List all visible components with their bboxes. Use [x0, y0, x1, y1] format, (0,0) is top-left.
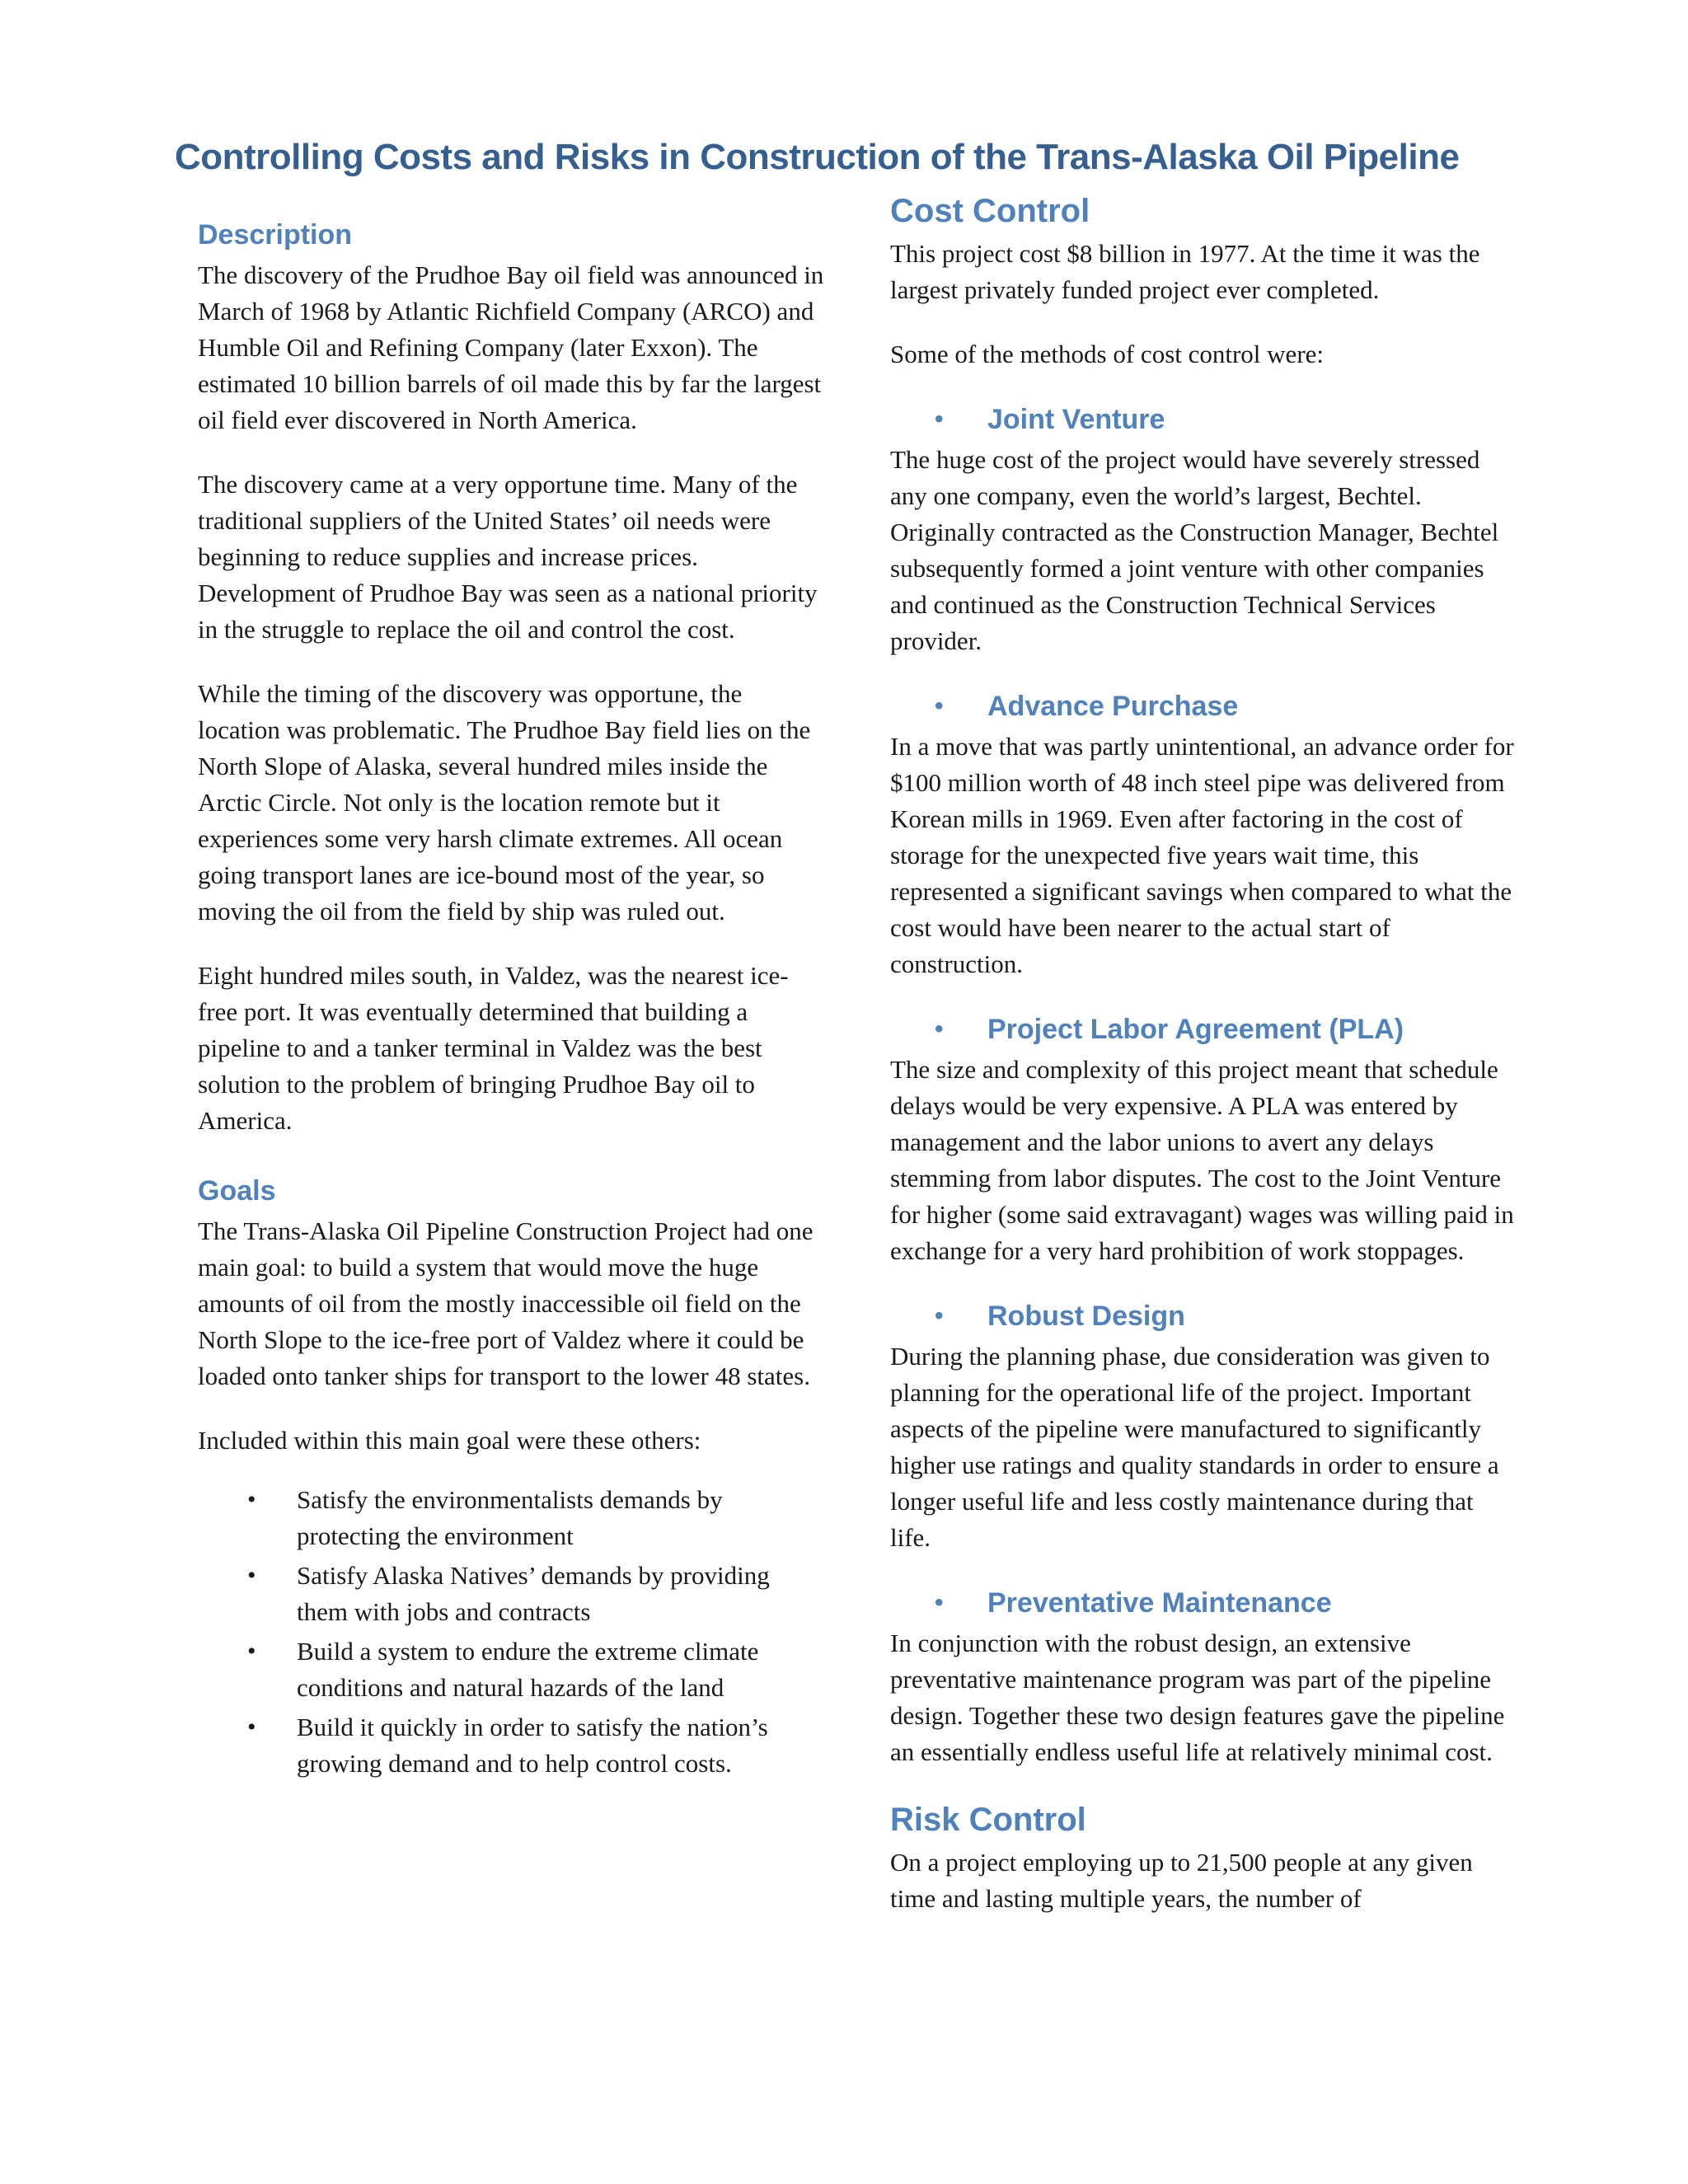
- method-paragraph: The huge cost of the project would have severely stressed any one company, even the world’s largest, Bechtel. Originally contracted as the Construction Manager, Bechtel subsequently formed a joint venture with other companies and continued as the Construction Technical Services provider.: [890, 445, 1499, 655]
- bullet-icon: •: [935, 692, 944, 719]
- description-paragraph: Eight hundred miles south, in Valdez, was the nearest ice-free port. It was eventually determined that building a pipeline to and a tanker terminal in Valdez was the best solution to the problem of bringing Prudhoe Bay oil to America.: [198, 961, 789, 1135]
- bullet-icon: •: [247, 1562, 256, 1589]
- description-paragraph: While the timing of the discovery was opportune, the location was problematic. The Prudhoe Bay field lies on the North Slope of Alaska, several hundred miles inside the Arctic Circle. Not only is the location remote but it experiences some very harsh climate extremes. All ocean going transport lanes are ice-bound most of the year, so moving the oil from the field by ship was ruled out.: [198, 679, 811, 926]
- bullet-icon: •: [247, 1713, 256, 1741]
- cost-control-paragraph: This project cost $8 billion in 1977. At the time it was the largest privately funded project ever completed.: [890, 239, 1480, 304]
- list-item: • Build a system to endure the extreme climate conditions and natural hazards of the land: [247, 1633, 824, 1706]
- cost-control-heading: Cost Control: [890, 193, 1090, 229]
- left-column: [198, 216, 824, 1785]
- bullet-icon: •: [935, 1589, 944, 1616]
- method-paragraph: In a move that was partly unintentional, an advance order for $100 million worth of 48 inch steel pipe was delivered from Korean mills in 1969. Even after factoring in the cost of storage for the unexpected five years wait time, this represented a significant savings when compared to what the cost would have been nearer to the actual start of construction.: [890, 732, 1514, 978]
- description-heading: Description: [198, 219, 353, 251]
- goals-paragraph: Included within this main goal were these others:: [198, 1426, 701, 1455]
- goals-paragraph: The Trans-Alaska Oil Pipeline Construction Project had one main goal: to build a system that would move the huge amounts of oil from the mostly inaccessible oil field on the North Slope to the ice-free port of Valdez where it could be loaded onto tanker ships for transport to the lower 48 states.: [198, 1216, 814, 1390]
- method-heading: • Advance Purchase: [890, 687, 1517, 725]
- cost-control-paragraph: Some of the methods of cost control were:: [890, 340, 1325, 368]
- method-heading: • Robust Design: [890, 1297, 1517, 1335]
- method-paragraph: The size and complexity of this project meant that schedule delays would be very expensive. A PLA was entered by management and the labor unions to avert any delays stemming from labor disputes. The cost to the Joint Venture for higher (some said extravagant) wages was willing paid in exchange for a very hard prohibition of work stoppages.: [890, 1055, 1514, 1265]
- right-column: [890, 190, 1517, 1945]
- list-item: • Satisfy Alaska Natives’ demands by providing them with jobs and contracts: [247, 1558, 824, 1630]
- method-paragraph: In conjunction with the robust design, an extensive preventative maintenance program was part of the pipeline design. Together these two design features gave the pipeline an essentially endless useful life at relatively minimal cost.: [890, 1629, 1505, 1766]
- method-heading: • Preventative Maintenance: [890, 1584, 1517, 1622]
- bullet-icon: •: [935, 405, 944, 433]
- list-item: • Satisfy the environmentalists demands by protecting the environment: [247, 1482, 824, 1554]
- risk-control-heading: Risk Control: [890, 1802, 1086, 1838]
- bullet-icon: •: [247, 1486, 256, 1513]
- description-paragraph: The discovery came at a very opportune time. Many of the traditional suppliers of the United States’ oil needs were beginning to reduce supplies and increase prices. Development of Prudhoe Bay was seen as a national priority in the struggle to replace the oil and control the cost.: [198, 470, 818, 644]
- goals-list: [198, 1482, 824, 1782]
- bullet-icon: •: [935, 1302, 944, 1329]
- description-paragraph: The discovery of the Prudhoe Bay oil field was announced in March of 1968 by Atlantic Richfield Company (ARCO) and Humble Oil and Refining Company (later Exxon). The estimated 10 billion barrels of oil made this by far the largest oil field ever discovered in North America.: [198, 260, 824, 434]
- risk-control-paragraph: On a project employing up to 21,500 people at any given time and lasting multiple years, the number of: [890, 1848, 1473, 1913]
- bullet-icon: •: [935, 1015, 944, 1043]
- method-paragraph: During the planning phase, due consideration was given to planning for the operational life of the project. Important aspects of the pipeline were manufactured to significantly higher use ratings and quality standards in order to ensure a longer useful life and less costly maintenance during that life.: [890, 1342, 1499, 1552]
- goals-heading: Goals: [198, 1175, 276, 1207]
- list-item: • Build it quickly in order to satisfy the nation’s growing demand and to help control costs.: [247, 1709, 824, 1782]
- method-heading: • Joint Venture: [890, 401, 1517, 438]
- bullet-icon: •: [247, 1638, 256, 1665]
- page-title: Controlling Costs and Risks in Construction of the Trans-Alaska Oil Pipeline: [175, 137, 1460, 177]
- method-heading: • Project Labor Agreement (PLA): [890, 1010, 1517, 1048]
